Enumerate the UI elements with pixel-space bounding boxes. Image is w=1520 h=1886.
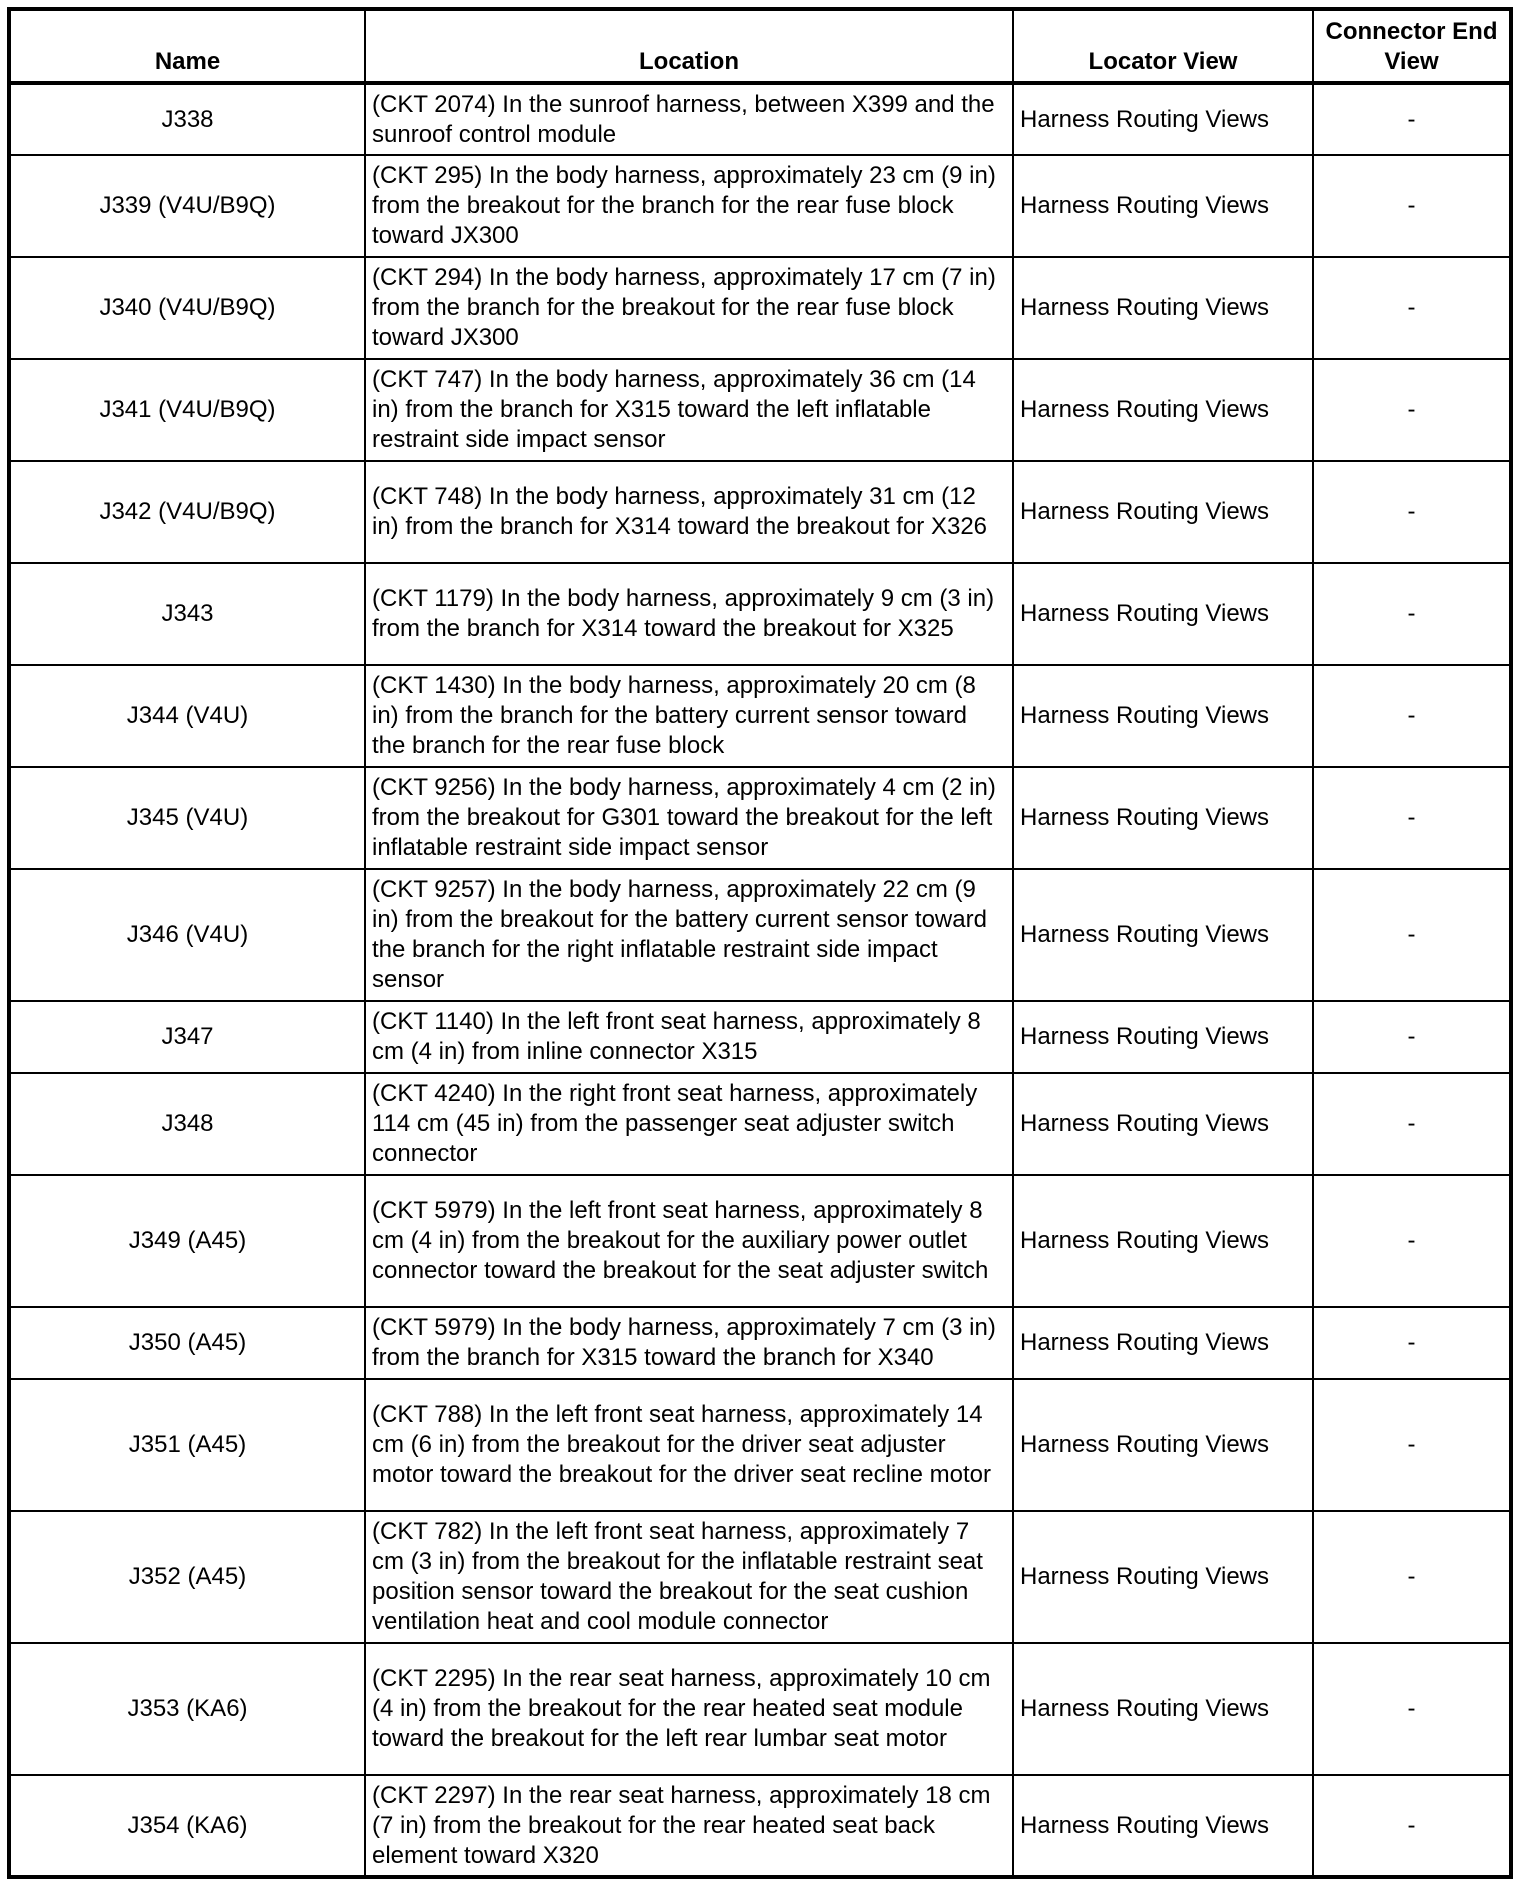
header-locator-view: Locator View (1013, 9, 1313, 83)
table-row (9, 767, 1511, 869)
cell-name: J348 (9, 1073, 365, 1175)
cell-name: J340 (V4U/B9Q) (9, 257, 365, 359)
cell-name: J342 (V4U/B9Q) (9, 461, 365, 563)
table-row (9, 461, 1511, 563)
cell-locator-view: Harness Routing Views (1013, 359, 1313, 461)
cell-name: J346 (V4U) (9, 869, 365, 1001)
cell-location: (CKT 1430) In the body harness, approximately 20 cm (8 in) from the branch for the battery current sensor toward the branch for the rear fuse block (365, 665, 1013, 767)
header-row (9, 9, 1511, 83)
table-row (9, 1001, 1511, 1073)
cell-locator-view: Harness Routing Views (1013, 1379, 1313, 1511)
cell-location: (CKT 1140) In the left front seat harness, approximately 8 cm (4 in) from inline connector X315 (365, 1001, 1013, 1073)
cell-name: J352 (A45) (9, 1511, 365, 1643)
cell-name: J345 (V4U) (9, 767, 365, 869)
cell-connector-end-view: - (1313, 461, 1511, 563)
cell-connector-end-view: - (1313, 83, 1511, 155)
cell-connector-end-view: - (1313, 1001, 1511, 1073)
cell-connector-end-view: - (1313, 1511, 1511, 1643)
cell-name: J354 (KA6) (9, 1775, 365, 1877)
cell-locator-view: Harness Routing Views (1013, 1175, 1313, 1307)
cell-connector-end-view: - (1313, 1643, 1511, 1775)
cell-locator-view: Harness Routing Views (1013, 563, 1313, 665)
header-connector-end-view: Connector End View (1313, 9, 1511, 83)
cell-location: (CKT 295) In the body harness, approximately 23 cm (9 in) from the breakout for the branch for the rear fuse block toward JX300 (365, 155, 1013, 257)
table-row (9, 1175, 1511, 1307)
cell-connector-end-view: - (1313, 1175, 1511, 1307)
cell-locator-view: Harness Routing Views (1013, 257, 1313, 359)
cell-locator-view: Harness Routing Views (1013, 869, 1313, 1001)
table-row (9, 1775, 1511, 1877)
cell-locator-view: Harness Routing Views (1013, 461, 1313, 563)
cell-locator-view: Harness Routing Views (1013, 665, 1313, 767)
cell-connector-end-view: - (1313, 359, 1511, 461)
table-row (9, 869, 1511, 1001)
cell-location: (CKT 747) In the body harness, approximately 36 cm (14 in) from the branch for X315 toward the left inflatable restraint side impact sensor (365, 359, 1013, 461)
header-location: Location (365, 9, 1013, 83)
cell-connector-end-view: - (1313, 155, 1511, 257)
cell-location: (CKT 9256) In the body harness, approximately 4 cm (2 in) from the breakout for G301 toward the breakout for the left inflatable restraint side impact sensor (365, 767, 1013, 869)
cell-connector-end-view: - (1313, 1775, 1511, 1877)
table-row (9, 83, 1511, 155)
cell-location: (CKT 748) In the body harness, approximately 31 cm (12 in) from the branch for X314 toward the breakout for X326 (365, 461, 1013, 563)
table-row (9, 1073, 1511, 1175)
cell-name: J338 (9, 83, 365, 155)
cell-connector-end-view: - (1313, 1073, 1511, 1175)
cell-name: J350 (A45) (9, 1307, 365, 1379)
cell-locator-view: Harness Routing Views (1013, 767, 1313, 869)
cell-name: J349 (A45) (9, 1175, 365, 1307)
cell-connector-end-view: - (1313, 665, 1511, 767)
cell-name: J351 (A45) (9, 1379, 365, 1511)
cell-connector-end-view: - (1313, 1379, 1511, 1511)
cell-name: J344 (V4U) (9, 665, 365, 767)
cell-location: (CKT 294) In the body harness, approximately 17 cm (7 in) from the branch for the breakout for the rear fuse block toward JX300 (365, 257, 1013, 359)
cell-name: J343 (9, 563, 365, 665)
table-row (9, 1307, 1511, 1379)
cell-name: J341 (V4U/B9Q) (9, 359, 365, 461)
cell-location: (CKT 2074) In the sunroof harness, between X399 and the sunroof control module (365, 83, 1013, 155)
cell-location: (CKT 2295) In the rear seat harness, approximately 10 cm (4 in) from the breakout for the rear heated seat module toward the breakout for the left rear lumbar seat motor (365, 1643, 1013, 1775)
cell-locator-view: Harness Routing Views (1013, 1511, 1313, 1643)
cell-location: (CKT 4240) In the right front seat harness, approximately 114 cm (45 in) from the passenger seat adjuster switch connector (365, 1073, 1013, 1175)
cell-connector-end-view: - (1313, 869, 1511, 1001)
cell-locator-view: Harness Routing Views (1013, 1001, 1313, 1073)
table-row (9, 155, 1511, 257)
table-row (9, 1511, 1511, 1643)
cell-name: J339 (V4U/B9Q) (9, 155, 365, 257)
table-row (9, 1643, 1511, 1775)
cell-name: J347 (9, 1001, 365, 1073)
cell-locator-view: Harness Routing Views (1013, 1073, 1313, 1175)
cell-locator-view: Harness Routing Views (1013, 83, 1313, 155)
table-row (9, 665, 1511, 767)
connector-table (7, 7, 1513, 1879)
cell-location: (CKT 1179) In the body harness, approximately 9 cm (3 in) from the branch for X314 toward the breakout for X325 (365, 563, 1013, 665)
cell-locator-view: Harness Routing Views (1013, 1643, 1313, 1775)
cell-location: (CKT 788) In the left front seat harness, approximately 14 cm (6 in) from the breakout for the driver seat adjuster motor toward the breakout for the driver seat recline motor (365, 1379, 1013, 1511)
table-row (9, 1379, 1511, 1511)
cell-location: (CKT 782) In the left front seat harness, approximately 7 cm (3 in) from the breakout for the inflatable restraint seat position sensor toward the breakout for the seat cushion ventilation heat and cool module connector (365, 1511, 1013, 1643)
cell-location: (CKT 5979) In the body harness, approximately 7 cm (3 in) from the branch for X315 toward the branch for X340 (365, 1307, 1013, 1379)
table-row (9, 257, 1511, 359)
cell-location: (CKT 2297) In the rear seat harness, approximately 18 cm (7 in) from the breakout for the rear heated seat back element toward X320 (365, 1775, 1013, 1877)
cell-name: J353 (KA6) (9, 1643, 365, 1775)
cell-locator-view: Harness Routing Views (1013, 1307, 1313, 1379)
cell-connector-end-view: - (1313, 767, 1511, 869)
cell-connector-end-view: - (1313, 257, 1511, 359)
cell-locator-view: Harness Routing Views (1013, 155, 1313, 257)
table-row (9, 359, 1511, 461)
header-name: Name (9, 9, 365, 83)
table-row (9, 563, 1511, 665)
cell-location: (CKT 9257) In the body harness, approximately 22 cm (9 in) from the breakout for the battery current sensor toward the branch for the right inflatable restraint side impact sensor (365, 869, 1013, 1001)
cell-location: (CKT 5979) In the left front seat harness, approximately 8 cm (4 in) from the breakout for the auxiliary power outlet connector toward the breakout for the seat adjuster switch (365, 1175, 1013, 1307)
cell-locator-view: Harness Routing Views (1013, 1775, 1313, 1877)
cell-connector-end-view: - (1313, 1307, 1511, 1379)
cell-connector-end-view: - (1313, 563, 1511, 665)
